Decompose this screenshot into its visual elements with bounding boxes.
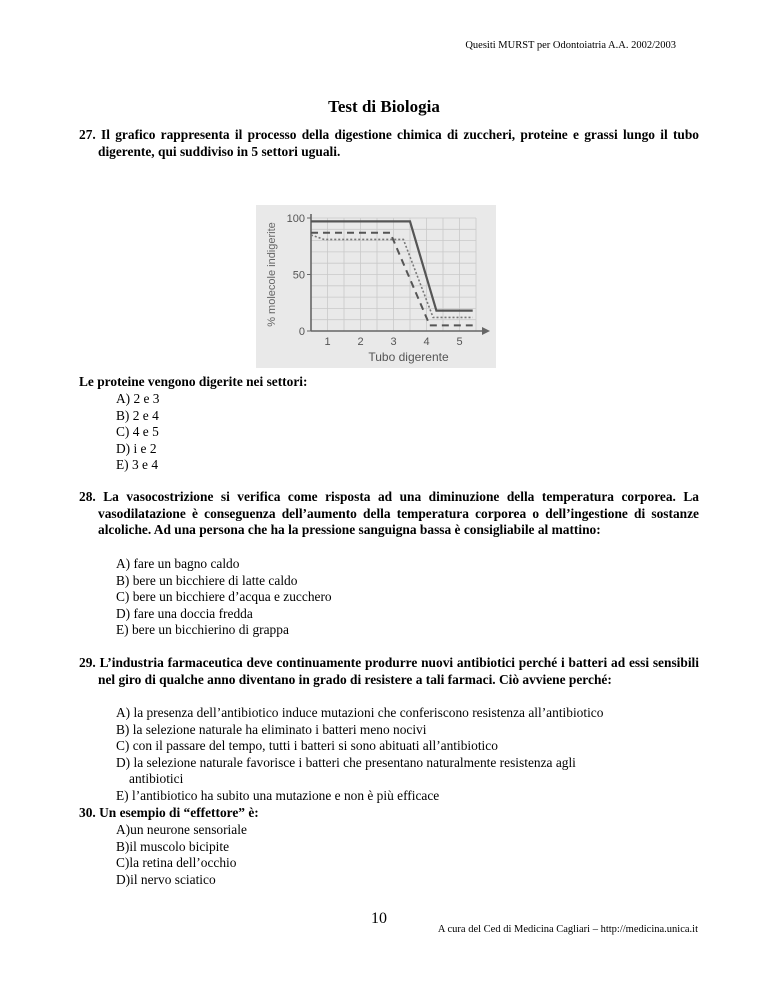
question-number: 30. (79, 805, 96, 820)
y-axis-label: % molecole indigerite (266, 222, 278, 327)
question-number: 27. (79, 127, 96, 142)
option-d[interactable]: D) la selezione naturale favorisce i batteri che presentano naturalmente resistenza agli antibiotici (116, 754, 576, 787)
option-a[interactable]: A) fare un bagno caldo (116, 556, 240, 571)
x-tick-label: 5 (456, 336, 463, 348)
option-b[interactable]: B) bere un bicchiere di latte caldo (116, 572, 298, 588)
chart-svg (256, 205, 496, 368)
y-tick-label: 100 (286, 213, 305, 225)
options-29 (116, 705, 701, 805)
question-28 (79, 489, 699, 539)
y-tick-label: 50 (292, 269, 305, 282)
options-30 (116, 822, 247, 888)
question-27-subquestion (79, 374, 699, 391)
x-tick-label: 4 (423, 336, 430, 348)
option-a[interactable]: A)un neurone sensoriale (116, 822, 247, 837)
question-text: La vasocostrizione si verifica come risposta ad una diminuzione della temperatura corporea. La vasodilatazione è conseguenza dell’aumento della temperatura corporea o dell’ingestione di sostanze alcoliche. Ad una persona che ha la pressione sanguigna bassa è consigliabile al mattino: (98, 489, 700, 538)
x-tick-label: 1 (324, 336, 331, 348)
digestion-chart (256, 205, 496, 368)
option-d[interactable]: D) i e 2 (116, 440, 157, 456)
option-c[interactable]: C)la retina dell’occhio (116, 855, 237, 871)
question-text: L’industria farmaceutica deve continuamente produrre nuovi antibiotici perché i batteri ad essi sensibili nel giro di qualche anno diventano in grado di resistere a tali farmaci. Ciò avviene perché: (98, 655, 699, 687)
option-e[interactable]: E) 3 e 4 (116, 457, 159, 473)
question-text: Un esempio di “effettore” è: (99, 805, 259, 820)
option-a[interactable]: A) la presenza dell’antibiotico induce mutazioni che conferiscono resistenza all’antibiotico (116, 705, 604, 720)
option-b[interactable]: B)il muscolo bicipite (116, 838, 230, 854)
page-header: Quesiti MURST per Odontoiatria A.A. 2002/2003 (465, 40, 676, 51)
y-tick-label: 0 (298, 326, 305, 338)
page-title: Test di Biologia (328, 97, 440, 116)
x-axis-label: Tubo digerente (368, 350, 449, 364)
question-number: 28. (79, 489, 96, 504)
x-axis-arrow (482, 327, 490, 335)
option-e[interactable]: E) l’antibiotico ha subito una mutazione e non è più efficace (116, 787, 440, 803)
option-c[interactable]: C) con il passare del tempo, tutti i batteri si sono abituati all’antibiotico (116, 738, 498, 754)
option-e[interactable]: E) bere un bicchierino di grappa (116, 622, 289, 638)
x-tick-label: 2 (357, 336, 364, 348)
option-c[interactable]: C) 4 e 5 (116, 424, 159, 440)
subquestion-text: Le proteine vengono digerite nei settori: (79, 374, 308, 389)
option-b[interactable]: B) la selezione naturale ha eliminato i batteri meno nocivi (116, 721, 427, 737)
option-a[interactable]: A) 2 e 3 (116, 391, 160, 406)
options-28 (116, 556, 332, 639)
question-27 (79, 127, 699, 160)
x-tick-label: 3 (390, 336, 397, 348)
question-29 (79, 655, 699, 688)
option-b[interactable]: B) 2 e 4 (116, 407, 159, 423)
option-d[interactable]: D) fare una doccia fredda (116, 605, 253, 621)
footer-credit: A cura del Ced di Medicina Cagliari – http://medicina.unica.it (437, 924, 698, 935)
option-c[interactable]: C) bere un bicchiere d’acqua e zucchero (116, 589, 332, 605)
question-number: 29. (79, 655, 96, 670)
options-27 (116, 391, 160, 474)
page-number: 10 (371, 910, 387, 927)
question-text: Il grafico rappresenta il processo della digestione chimica di zuccheri, proteine e grassi lungo il tubo digerente, qui suddiviso in 5 settori uguali. (98, 127, 699, 159)
option-d[interactable]: D)il nervo sciatico (116, 871, 216, 887)
question-30 (79, 805, 699, 822)
series-line-dotted (311, 235, 473, 317)
